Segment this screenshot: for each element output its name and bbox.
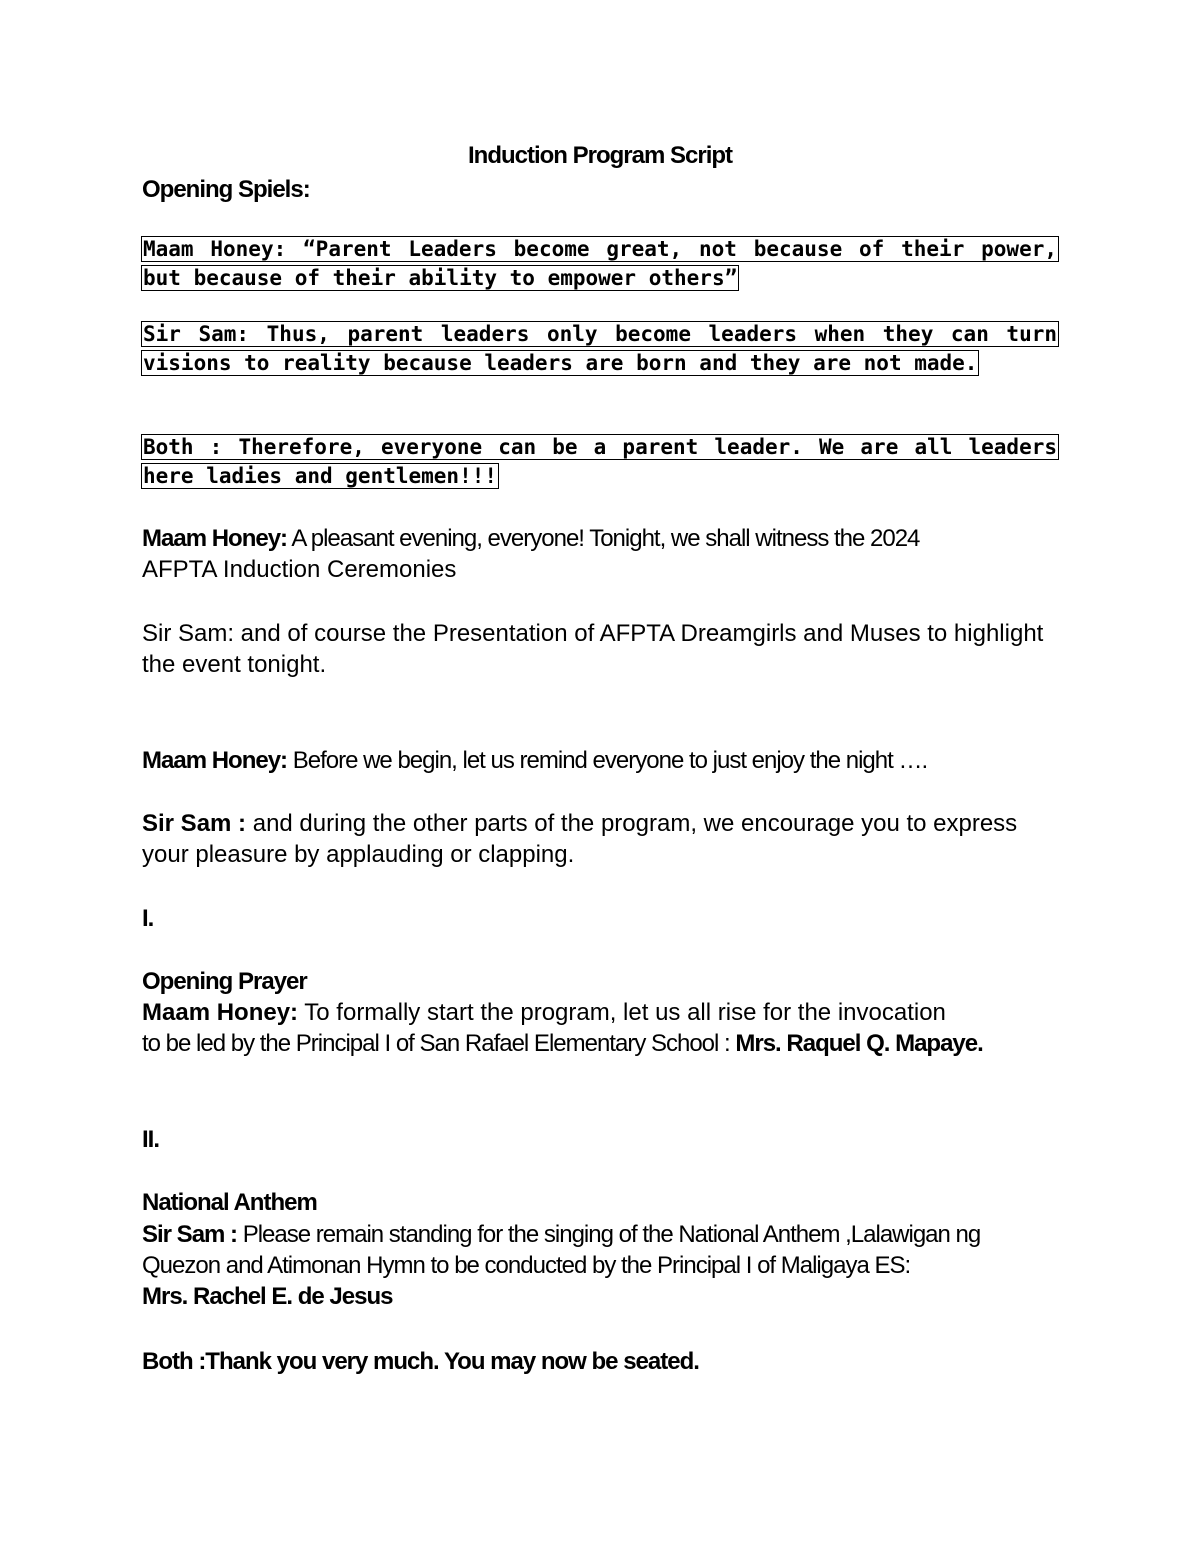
quote-both	[142, 433, 1058, 490]
speaker-label: Sir Sam :	[142, 810, 247, 837]
speaker-label: Maam Honey:	[142, 999, 299, 1026]
paragraph-reminder	[142, 745, 1058, 776]
closing-line: Both :Thank you very much. You may now be seated.	[142, 1348, 699, 1375]
section-2-text: Please remain standing for the singing of the National Anthem ,Lalawigan ng Quezon and Atimonan Hymn to be conducted by the Principal I of Maligaya ES:	[142, 1221, 981, 1279]
greeting-line-1	[142, 523, 1058, 554]
greeting-line-2: AFPTA Induction Ceremonies	[142, 556, 457, 583]
section-1-heading: Opening Prayer	[142, 968, 307, 995]
section-1-text-2: to be led by the Principal I of San Rafael Elementary School :	[142, 1030, 736, 1057]
document-title: Induction Program Script	[467, 142, 733, 169]
paragraph-presentation: Sir Sam: and of course the Presentation of AFPTA Dreamgirls and Muses to highlight the event tonight.	[142, 620, 1044, 678]
opening-spiels-heading: Opening Spiels:	[142, 176, 310, 203]
quote-maam-honey	[142, 235, 1058, 292]
applause-text: and during the other parts of the program, we encourage you to express your pleasure by applauding or clapping.	[142, 810, 1018, 868]
speaker-label: Sir Sam :	[142, 1221, 238, 1248]
section-2-numeral: II.	[142, 1126, 160, 1153]
officiant-name: Mrs. Raquel Q. Mapaye.	[735, 1030, 983, 1057]
section-2-heading: National Anthem	[142, 1189, 317, 1216]
speaker-label: Maam Honey:	[142, 747, 288, 774]
conductor-name: Mrs. Rachel E. de Jesus	[142, 1283, 393, 1310]
paragraph-greeting	[142, 523, 1058, 585]
quote-text: Maam Honey: “Parent Leaders become great, not because of their power, but because of their ability to empower others”	[143, 237, 1057, 290]
greeting-text: A pleasant evening, everyone! Tonight, we shall witness the 2024	[287, 525, 920, 552]
section-1-line-2	[142, 1028, 1058, 1059]
quote-sir-sam	[142, 320, 1058, 377]
section-2-paragraph	[142, 1219, 1058, 1312]
quote-text: Sir Sam: Thus, parent leaders only become leaders when they can turn visions to reality because leaders are born and they are not made.	[143, 322, 1057, 375]
speaker-label: Maam Honey:	[142, 525, 288, 552]
section-1-line-1	[142, 997, 1058, 1028]
reminder-text: Before we begin, let us remind everyone to just enjoy the night ….	[287, 747, 928, 774]
section-1-numeral: I.	[142, 905, 154, 932]
quote-text: Both : Therefore, everyone can be a parent leader. We are all leaders here ladies and gentlemen!!!	[143, 435, 1057, 488]
paragraph-applause	[142, 808, 1058, 870]
section-1-paragraph	[142, 997, 1058, 1059]
section-1-text-1: To formally start the program, let us all rise for the invocation	[298, 999, 946, 1026]
